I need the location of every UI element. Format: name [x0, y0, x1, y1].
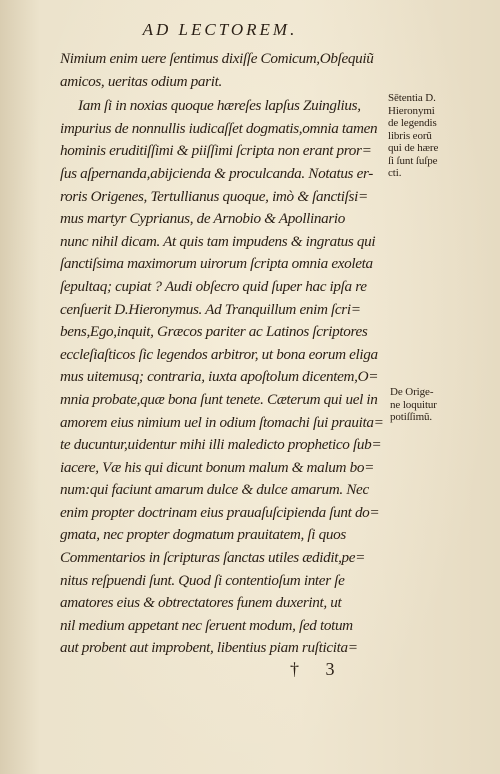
marginal-note-hieronymus	[388, 92, 483, 180]
margin-note-line: De Orige-	[390, 386, 434, 398]
text-line: nitus reſpuendi ſunt. Quod ſi contentioſum inter ſe	[60, 571, 345, 589]
text-line: impurius de nonnullis iudicaſſet dogmatis,omnia tamen	[60, 119, 378, 137]
text-line: mus martyr Cyprianus, de Arnobio & Apollinario	[60, 210, 345, 228]
text-line: Commentarios in ſcripturas ſanctas utiles ædidit,pe=	[60, 549, 366, 567]
main-text-block	[60, 48, 390, 660]
text-line: roris Origenes, Tertullianus quoque, imò & ſanctiſsi=	[60, 187, 368, 205]
text-line: gmata, nec propter dogmatum prauitatem, ſi quos	[60, 526, 346, 544]
text-line: cenſuerit D.Hieronymus. Ad Tranquillum enim ſcri=	[60, 300, 361, 318]
text-line: mus uitemusq; contraria, iuxta apoſtolum dicentem,O=	[60, 368, 379, 386]
signature-number: 3	[325, 659, 335, 679]
text-line: eccleſiaſticos ſic legendos arbitror, ut bona eorum eliga	[60, 345, 378, 363]
margin-note-line: Sētentia D.	[388, 92, 436, 104]
text-line: ſepultaq; cupiat ? Audi obſecro quid ſuper hac ipſa re	[60, 277, 367, 295]
text-line: ſus aſpernanda,abijcienda & proculcanda. Notatus er-	[60, 164, 373, 182]
margin-note-line: libris eorũ	[388, 129, 432, 142]
text-line: bens,Ego,inquit, Græcos pariter ac Latinos ſcriptores	[60, 323, 368, 341]
signature-mark: †	[290, 659, 299, 679]
text-line: enim propter doctrinam eius prauaſuſcipienda ſunt do=	[60, 503, 380, 521]
margin-note-line: qui de hære	[388, 142, 439, 154]
text-line: mnia probate,quæ bona ſunt tenete. Cæterum qui uel in	[60, 390, 378, 408]
text-line: hominis eruditiſſimi & piiſſimi ſcripta non erant pror=	[60, 142, 372, 160]
margin-note-line: Hieronymi	[388, 104, 435, 117]
text-line: amicos, ueritas odium parit.	[60, 72, 222, 90]
margin-note-line: potiſſimũ.	[390, 411, 433, 423]
text-line: Iam ſi in noxias quoque hæreſes lapſus Zuinglius,	[78, 97, 361, 115]
text-line: te ducuntur,uidentur mihi illi maledicto prophetico ſub=	[60, 436, 382, 454]
margin-note-line: ſi ſunt ſuſpe	[388, 154, 438, 167]
text-line: nil medium appetant nec ſeruent modum, ſed totum	[60, 616, 353, 634]
margin-note-line: cti.	[388, 167, 402, 179]
text-line: Nimium enim uere ſentimus dixiſſe Comicum,Obſequiũ	[60, 50, 374, 67]
text-line: nunc nihil dicam. At quis tam impudens & ingratus qui	[60, 232, 376, 250]
page-footer	[290, 659, 335, 680]
running-header: AD LECTOREM.	[142, 20, 298, 39]
text-line: amatores eius & obtrectatores funem duxerint, ut	[60, 594, 342, 612]
margin-note-line: de legendis	[388, 117, 437, 129]
text-line: iacere, Væ his qui dicunt bonum malum & malum bo=	[60, 458, 374, 476]
text-line: amorem eius nimium uel in odium ſtomachi ſui prauita=	[60, 413, 384, 431]
text-line: aut probent aut improbent, libentius piam ruſticita=	[60, 639, 358, 657]
marginal-note-origen	[390, 386, 485, 424]
margin-note-line: ne loquitur	[390, 398, 437, 411]
text-line: num:qui faciunt amarum dulce & dulce amarum. Nec	[60, 481, 369, 499]
text-line: ſanctiſsima maximorum uirorum ſcripta omnia exoleta	[60, 255, 373, 273]
